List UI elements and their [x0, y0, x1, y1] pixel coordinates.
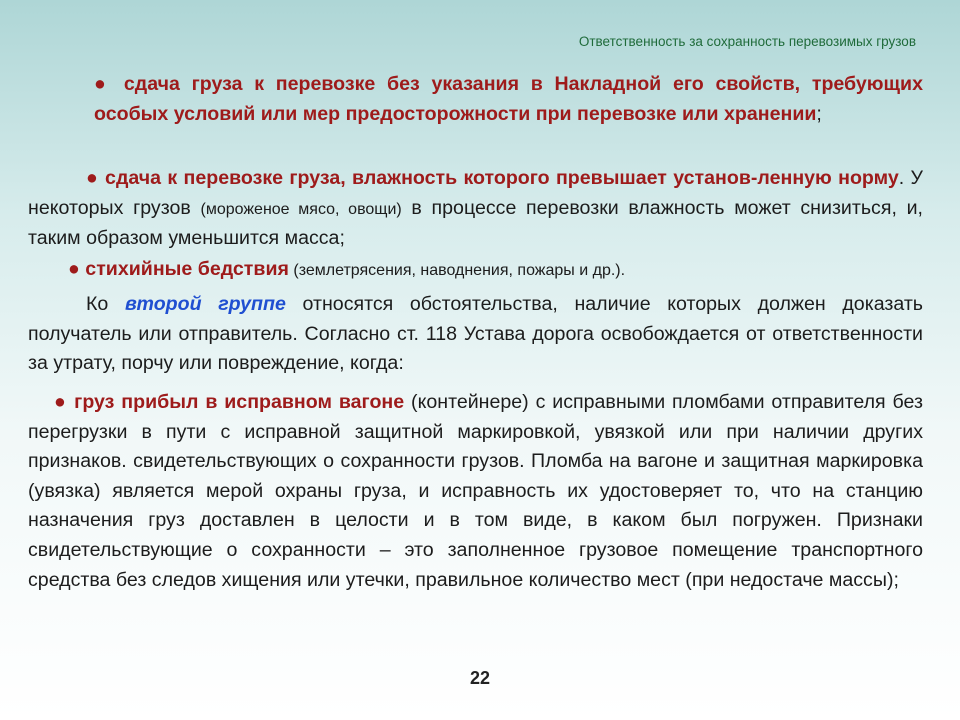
paragraph-intact-wagon: [28, 388, 923, 595]
slide-header: Ответственность за сохранность перевозимых грузов: [578, 34, 916, 49]
humidity-text-2: в процессе перевозки влажность может снизиться, и, таким образом уменьшится масса;: [28, 196, 924, 250]
cargo-properties-tail: ;: [816, 102, 822, 125]
humidity-bold-text: сдача к перевозке груза, влажность которого превышает установ-ленную норму: [105, 167, 899, 189]
cargo-properties-text: сдача груза к перевозке без указания в Накладной его свойств, требующих особых условий или мер предосторожности при перевозке или хранении: [94, 73, 923, 125]
bullet-icon: ●: [94, 73, 113, 95]
second-group-highlight: второй группе: [124, 293, 286, 315]
humidity-text-1: . У некоторых грузов: [28, 167, 923, 219]
humidity-examples: (мороженое мясо, овощи): [200, 200, 402, 218]
paragraph-humidity: [28, 164, 923, 254]
bullet-icon: ●: [54, 391, 68, 413]
intact-wagon-text: (контейнере) с исправными пломбами отправителя без перегрузки в пути с исправной защитной маркировкой, увязкой или при наличии других признаков. свидетельствующих о сохранности грузов. Пломба на вагоне и защитная маркировка (увязка) является мерой охраны груза, и исправность их удостоверяет то, что на станцию назначения груз доставлен в целости и в том виде, в каком был погружен. Признаки свидетельствующие о сохранности – это заполненное грузовое помещение транспортного средства без следов хищения или утечки, правильное количество мест (при недостаче массы);: [28, 391, 923, 591]
intact-wagon-bold: груз прибыл в исправном вагоне: [74, 391, 405, 413]
page-number: 22: [469, 668, 491, 688]
bullet-icon: ●: [86, 167, 99, 189]
natural-disasters-examples: (землетрясения, наводнения, пожары и др.).: [288, 262, 626, 279]
paragraph-cargo-properties: [28, 70, 923, 129]
bullet-icon: ●: [68, 258, 80, 280]
paragraph-second-group: [28, 290, 923, 379]
second-group-text-2: относятся обстоятельства, наличие которых должен доказать получатель или отправитель. Согласно ст. 118 Устава дорога освобождается от ответственности за утрату, порчу или повреждение, когда:: [28, 293, 924, 375]
natural-disasters-bold: стихийные бедствия: [85, 258, 289, 280]
second-group-text-1: Ко: [86, 293, 125, 315]
paragraph-natural-disasters: [28, 255, 923, 286]
